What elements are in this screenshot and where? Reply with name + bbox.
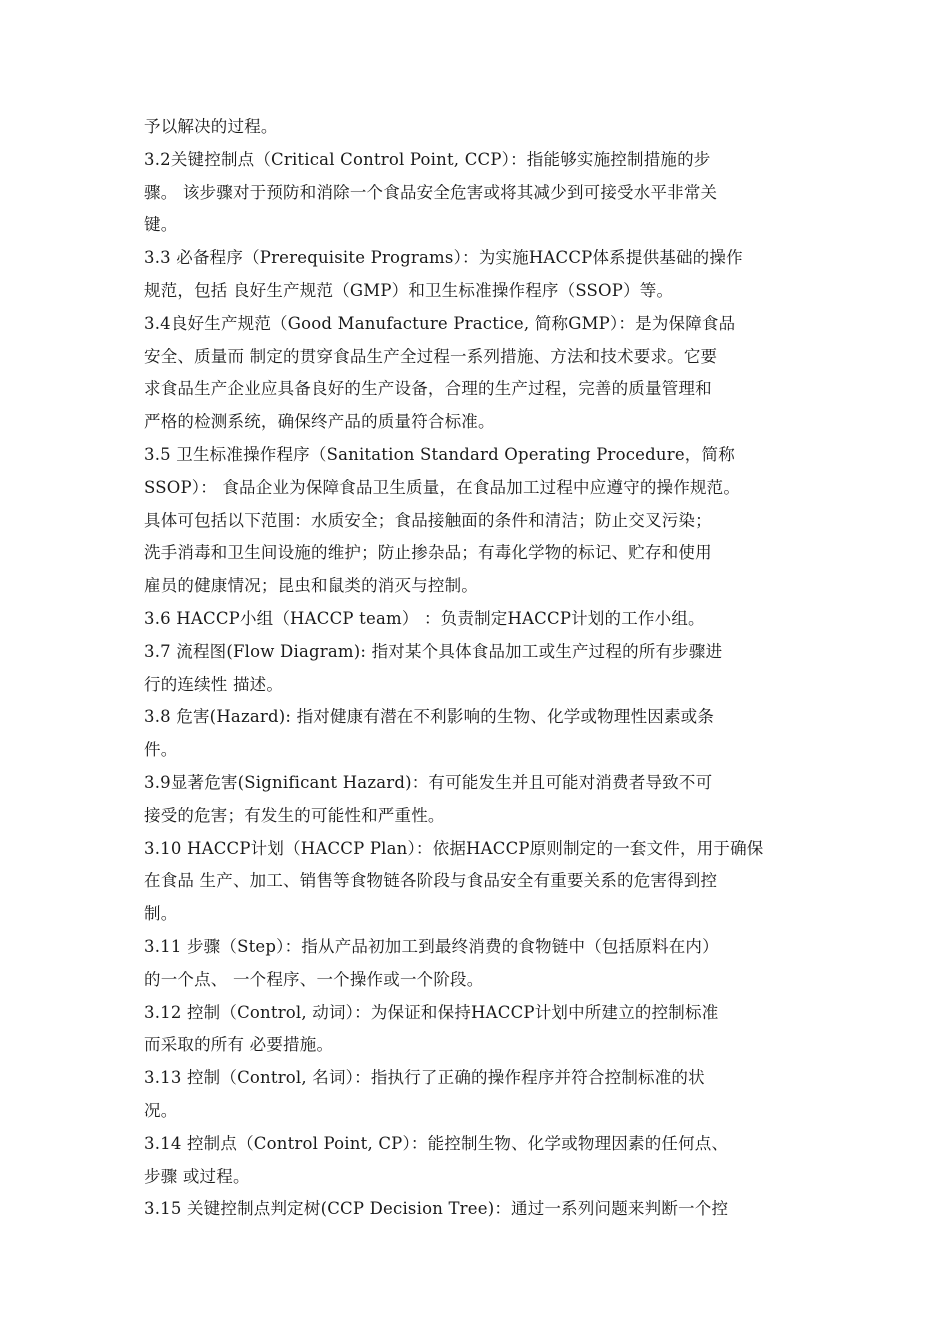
text-line: 严格的检测系统，确保终产品的质量符合标准。 <box>144 412 495 432</box>
text-line: 规范，包括 良好生产规范（GMP）和卫生标准操作程序（SSOP）等。 <box>144 280 674 300</box>
text-line: 骤。 该步骤对于预防和消除一个食品安全危害或将其减少到可接受水平非常关 <box>144 182 718 202</box>
text-line: 3.5 卫生标准操作程序（Sanitation Standard Operating Procedure，简称 <box>144 444 735 464</box>
text-line: 3.15 关键控制点判定树(CCP Decision Tree)：通过一系列问题来判断一个控 <box>144 1199 729 1219</box>
text-line: 3.9显著危害(Significant Hazard)：有可能发生并且可能对消费者导致不可 <box>144 772 713 792</box>
text-line: 3.10 HACCP计划（HACCP Plan）：依据HACCP原则制定的一套文件，用于确保 <box>144 838 764 858</box>
text-line: 在食品 生产、加工、销售等食物链各阶段与食品安全有重要关系的危害得到控 <box>144 871 718 891</box>
text-line: 件。 <box>144 740 178 760</box>
text-line: 3.11 步骤（Step）：指从产品初加工到最终消费的食物链中（包括原料在内） <box>144 936 719 956</box>
text-line: 键。 <box>144 215 178 235</box>
text-line: 步骤 或过程。 <box>144 1166 250 1186</box>
text-line: 3.4良好生产规范（Good Manufacture Practice, 简称GMP）：是为保障食品 <box>144 313 736 333</box>
text-line: 制。 <box>144 904 178 924</box>
text-line: 的一个点、 一个程序、一个操作或一个阶段。 <box>144 969 484 989</box>
text-line: 况。 <box>144 1100 178 1120</box>
text-line: 3.13 控制（Control, 名词）：指执行了正确的操作程序并符合控制标准的状 <box>144 1068 705 1088</box>
text-line: 3.7 流程图(Flow Diagram): 指对某个具体食品加工或生产过程的所有步骤进 <box>144 641 723 661</box>
text-line: 3.6 HACCP小组（HACCP team） ：负责制定HACCP计划的工作小组。 <box>144 608 705 628</box>
text-line: 3.2关键控制点（Critical Control Point, CCP）：指能够实施控制措施的步 <box>144 149 711 169</box>
text-line: 3.14 控制点（Control Point, CP）：能控制生物、化学或物理因素的任何点、 <box>144 1133 729 1153</box>
text-line: 安全、质量而 制定的贯穿食品生产全过程一系列措施、方法和技术要求。它要 <box>144 346 718 366</box>
text-line: 接受的危害；有发生的可能性和严重性。 <box>144 805 445 825</box>
text-line: 具体可包括以下范围：水质安全；食品接触面的条件和清洁；防止交叉污染； <box>144 510 712 530</box>
text-line: 予以解决的过程。 <box>144 117 278 136</box>
text-line: SSOP）： 食品企业为保障食品卫生质量，在食品加工过程中应遵守的操作规范。 <box>144 477 741 497</box>
text-line: 洗手消毒和卫生间设施的维护；防止掺杂品；有毒化学物的标记、贮存和使用 <box>144 543 712 563</box>
text-line: 而采取的所有 必要措施。 <box>144 1035 334 1055</box>
text-line: 3.3 必备程序（Prerequisite Programs）：为实施HACCP体系提供基础的操作 <box>144 248 743 268</box>
text-line: 行的连续性 描述。 <box>144 674 284 694</box>
text-line: 求食品生产企业应具备良好的生产设备，合理的生产过程，完善的质量管理和 <box>144 379 712 399</box>
text-line: 3.12 控制（Control, 动词）：为保证和保持HACCP计划中所建立的控制标准 <box>144 1002 719 1022</box>
text-line: 3.8 危害(Hazard): 指对健康有潜在不利影响的生物、化学或物理性因素或条 <box>144 707 715 727</box>
text-line: 雇员的健康情况；昆虫和鼠类的消灭与控制。 <box>144 576 478 596</box>
document-body <box>144 111 816 1226</box>
